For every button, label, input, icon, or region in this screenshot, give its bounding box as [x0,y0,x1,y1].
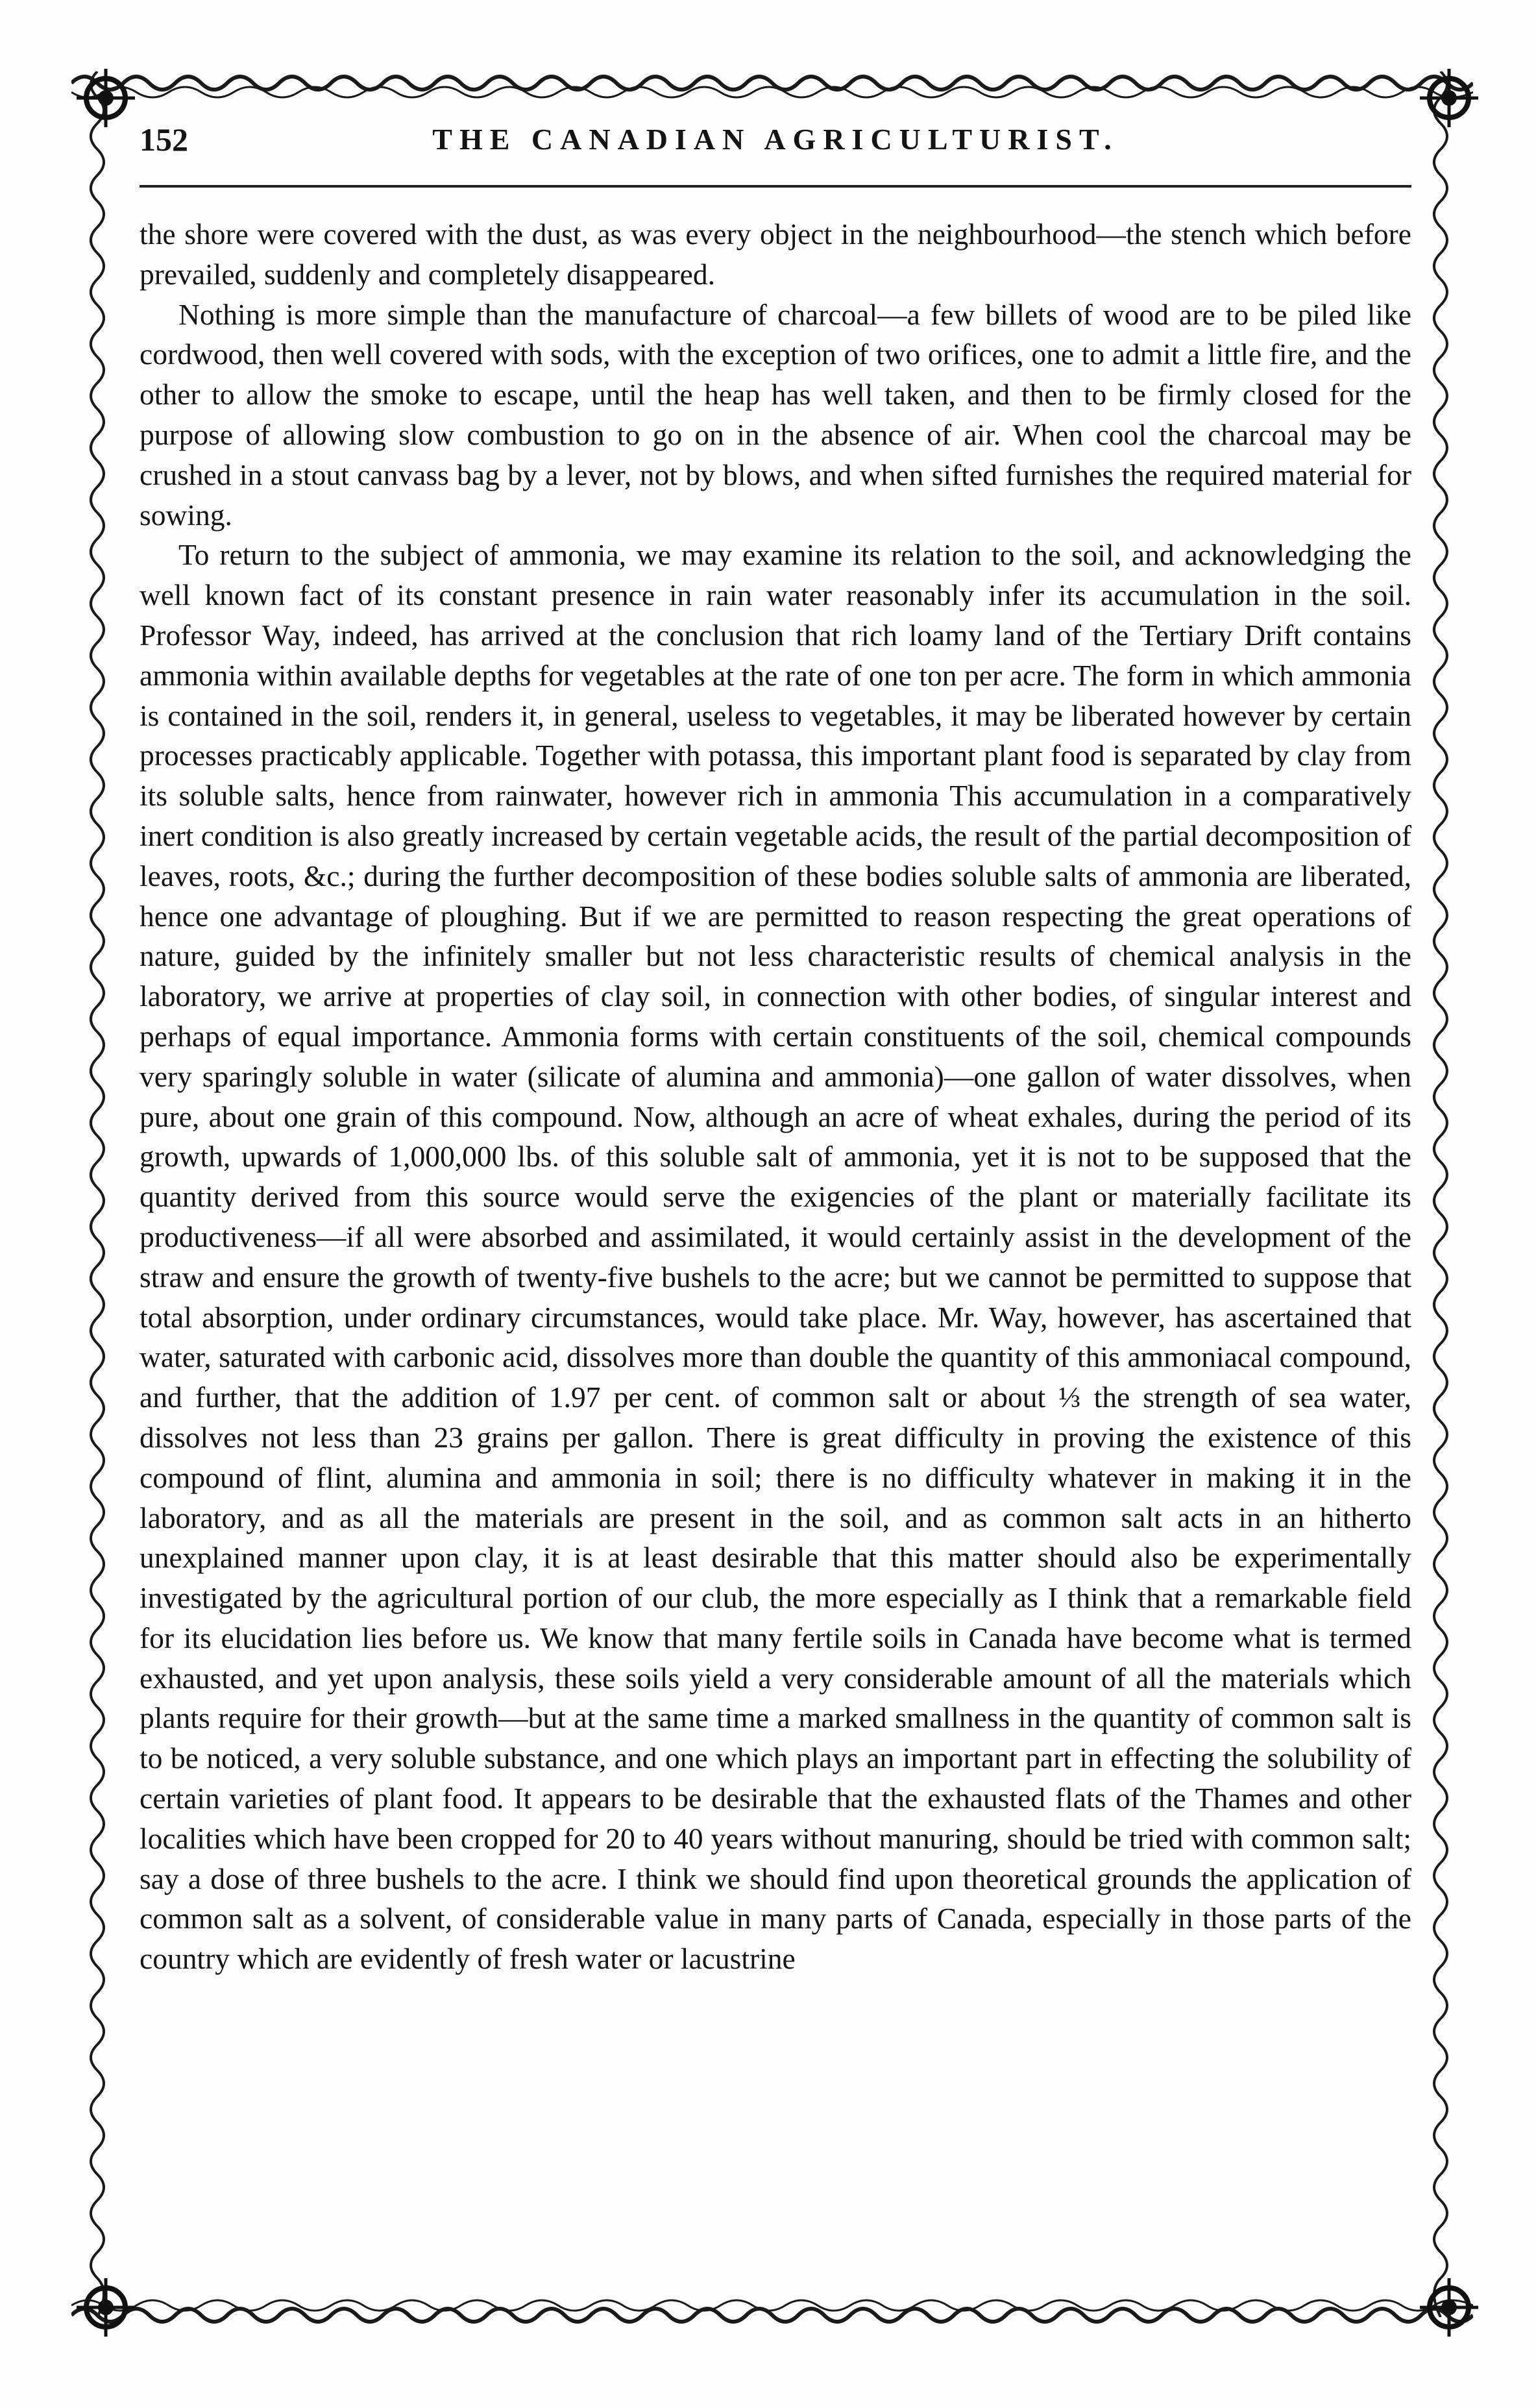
paragraph: the shore were covered with the dust, as was every object in the neighbourhood—the stench which before prevailed, suddenly and completely disappeared. [140,217,1411,291]
ornamental-border-right [1421,71,1460,2317]
paragraph: To return to the subject of ammonia, we may examine its relation to the soil, and acknowledging the well known fact of its constant presence in rain water reasonably infer its accumulation in the soil. Professor Way, indeed, has arrived at the conclusion that rich loamy land of the Tertiary Drift contains ammonia within available depths for vegetables at the rate of one ton per acre. The form in which ammonia is contained in the soil, renders it, in general, useless to vegetables, it may be liberated however by certain processes practicably applicable. Together with potassa, this important plant food is separated by clay from its soluble salts, hence from rainwater, however rich in ammonia This accumulation in a comparatively inert condition is also greatly increased by certain vegetable acids, the result of the partial decomposition of leaves, roots, &c.; during the further decomposition of these bodies soluble salts of ammonia are liberated, hence one advantage of ploughing. But if we are permitted to reason respecting the great operations of nature, guided by the infinitely smaller but not less characteristic results of chemical analysis in the laboratory, we arrive at properties of clay soil, in connection with other bodies, of singular interest and perhaps of equal importance. Ammonia forms with certain constituents of the soil, chemical compounds very sparingly soluble in water (silicate of alumina and ammonia)—one gallon of water dissolves, when pure, about one grain of this compound. Now, although an acre of wheat exhales, during the period of its growth, upwards of 1,000,000 lbs. of this soluble salt of ammonia, yet it is not to be supposed that the quantity derived from this source would serve the exigencies of the plant or materially facilitate its productiveness—if all were absorbed and assimilated, it would certainly assist in the development of the straw and ensure the growth of twenty-five bushels to the acre; but we cannot be permitted to suppose that total absorption, under ordinary circumstances, would take place. Mr. Way, however, has ascertained that water, saturated with carbonic acid, dissolves more than double the quantity of this ammoniacal compound, and further, that the addition of 1.97 per cent. of common salt or about ⅓ the strength of sea water, dissolves not less than 23 grains per gallon. There is great difficulty in proving the existence of this compound of flint, alumina and ammonia in soil; there is no difficulty whatever in making it in the laboratory, and as all the materials are present in the soil, and as common salt acts in an hitherto unexplained manner upon clay, it is at least desirable that this matter should also be experimentally investigated by the agricultural portion of our club, the more especially as I think that a remarkable field for its elucidation lies before us. We know that many fertile soils in Canada have become what is termed exhausted, and yet upon analysis, these soils yield a very considerable amount of all the materials which plants require for their growth—but at the same time a marked smallness in the quantity of common salt is to be noticed, a very soluble substance, and one which plays an important part in effecting the solubility of certain varieties of plant food. It appears to be desirable that the exhausted flats of the Thames and other localities which have been cropped for 20 to 40 years without manuring, should be tried with common salt; say a dose of three bushels to the acre. I think we should find upon theoretical grounds the application of common salt as a solvent, of considerable value in many parts of Canada, especially in those parts of the country which are evidently of fresh water or lacustrine [140,538,1411,1976]
running-title: THE CANADIAN AGRICULTURIST. [432,123,1119,156]
ornament-corner-bottom-right-icon [1413,2272,1485,2343]
article-body [140,214,1411,1979]
page-number: 152 [140,121,188,158]
header-rule [140,185,1411,188]
ornamental-border-top [71,57,1473,109]
ornamental-border-left [78,71,117,2317]
ornament-corner-bottom-left-icon [70,2272,141,2343]
page-header [140,116,1411,174]
ornament-corner-top-left-icon [70,62,141,134]
ornamental-border-bottom [71,2286,1473,2344]
ornament-corner-top-right-icon [1413,62,1485,134]
paragraph: Nothing is more simple than the manufacture of charcoal—a few billets of wood are to be piled like cordwood, then well covered with sods, with the exception of two orifices, one to admit a little fire, and the other to allow the smoke to escape, until the heap has well taken, and then to be firmly closed for the purpose of allowing slow combustion to go on in the absence of air. When cool the charcoal may be crushed in a stout canvass bag by a lever, not by blows, and when sifted furnishes the required material for sowing. [140,297,1411,532]
